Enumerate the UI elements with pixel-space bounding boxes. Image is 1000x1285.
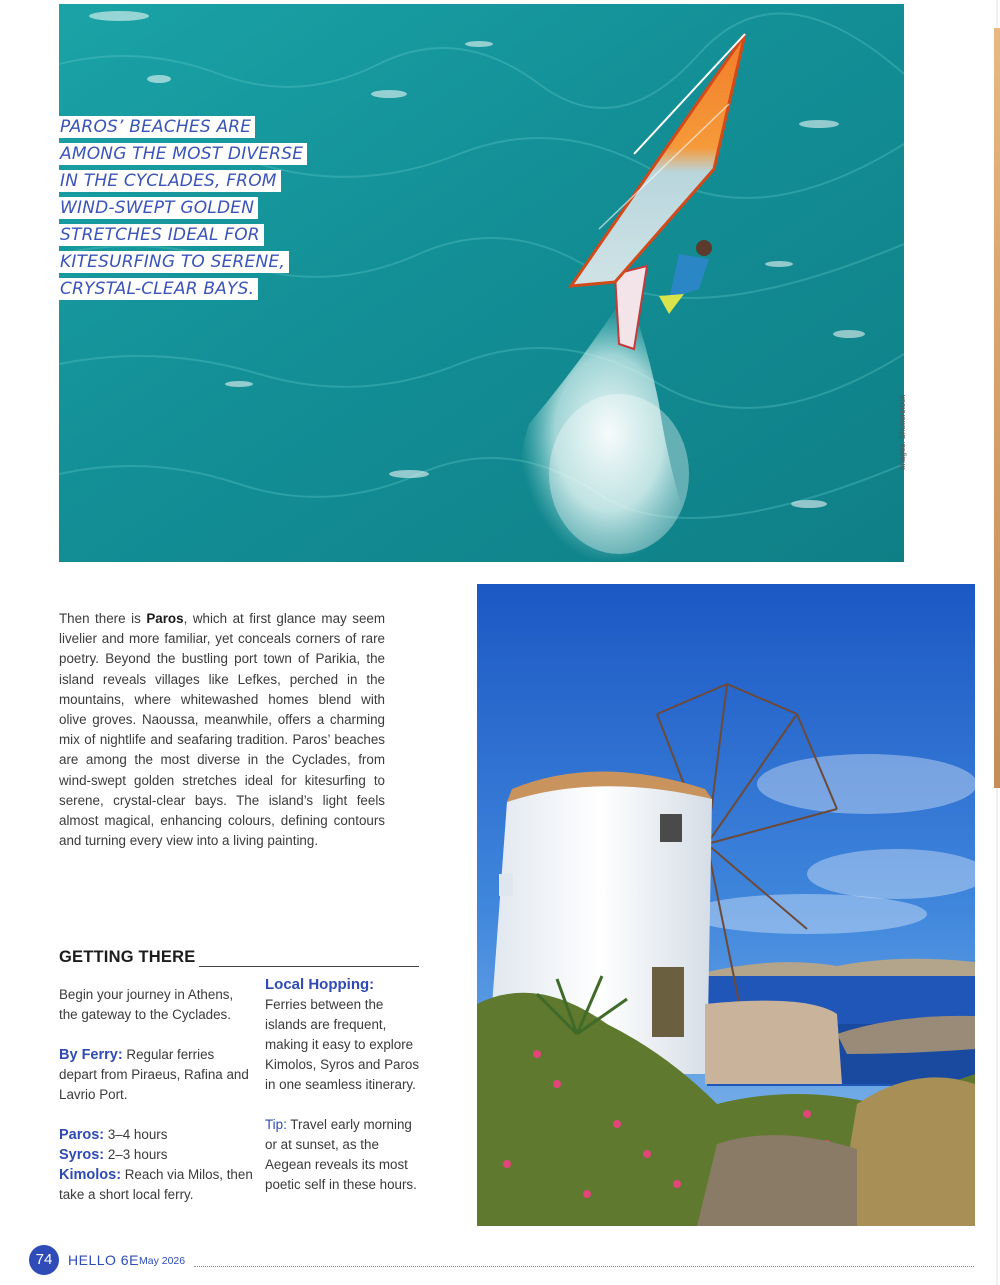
time-label: Paros:	[59, 1127, 105, 1143]
tip-info	[265, 1115, 425, 1195]
time-text: Reach via Milos, then take a short local ferry.	[59, 1167, 253, 1202]
pull-quote-line: IN THE CYCLADES, FROM	[59, 170, 281, 192]
article-paragraph	[59, 609, 385, 851]
time-label: Syros:	[59, 1147, 105, 1163]
by-ferry-text: Regular ferries depart from Piraeus, Rafina and Lavrio Port.	[59, 1047, 249, 1102]
travel-time-paros	[59, 1125, 254, 1145]
getting-there-left-column	[59, 985, 254, 1205]
pull-quote-line: KITESURFING TO SERENE,	[59, 251, 289, 273]
section-title: GETTING THERE	[59, 948, 199, 967]
local-hopping-label: Local Hopping:	[265, 976, 375, 993]
footer-rule	[194, 1266, 974, 1267]
tip-label: Tip:	[265, 1117, 287, 1132]
getting-there-heading	[59, 948, 419, 970]
pull-quote-line: AMONG THE MOST DIVERSE	[59, 143, 307, 165]
issue-date: May 2026	[139, 1255, 186, 1267]
magazine-brand: HELLO 6E	[68, 1252, 139, 1268]
pull-quote-line: WIND-SWEPT GOLDEN	[59, 197, 258, 219]
tip-text: Travel early morning or at sunset, as the Aegean reveals its most poetic self in these hours.	[265, 1117, 417, 1192]
travel-time-kimolos	[59, 1165, 254, 1205]
photo-credit: Images: Shutterstock	[898, 394, 907, 470]
getting-there-intro: Begin your journey in Athens, the gateway to the Cyclades.	[59, 987, 234, 1022]
article-intro: Then there is	[59, 611, 147, 626]
windmill-photo	[477, 584, 975, 1226]
pull-quote-line: CRYSTAL-CLEAR BAYS.	[59, 278, 258, 300]
time-label: Kimolos:	[59, 1167, 122, 1183]
page-number-badge: 74	[29, 1245, 59, 1275]
getting-there-right-column	[265, 975, 425, 1195]
local-hopping-text: Ferries between the islands are frequent, making it easy to explore Kimolos, Syros and Paros in one seamless itinerary.	[265, 997, 420, 1092]
pull-quote-line: PAROS’ BEACHES ARE	[59, 116, 255, 138]
pull-quote	[59, 116, 359, 305]
by-ferry-info	[59, 1045, 254, 1105]
page-footer	[29, 1245, 974, 1275]
next-page-edge	[994, 28, 1000, 788]
time-text: 2–3 hours	[104, 1147, 168, 1162]
article-bold-place: Paros	[146, 611, 184, 626]
by-ferry-label: By Ferry:	[59, 1047, 123, 1063]
travel-time-syros	[59, 1145, 254, 1165]
article-text: , which at first glance may seem livelier and more familiar, yet conceals corners of rare poetry. Beyond the bustling port town of Parikia, the island reveals villages like Lefkes, perched in the mountains, where whitewashed homes blend with olive groves. Naoussa, meanwhile, offers a charming mix of nightlife and seafaring tradition. Paros’ beaches are among the most diverse in the Cyclades, from wind-swept golden stretches ideal for kitesurfing to serene, crystal-clear bays. The island’s light feels almost magical, enhancing colours, defining contours and turning every view into a living painting.	[59, 611, 385, 849]
pull-quote-line: STRETCHES IDEAL FOR	[59, 224, 264, 246]
time-text: 3–4 hours	[104, 1127, 168, 1142]
